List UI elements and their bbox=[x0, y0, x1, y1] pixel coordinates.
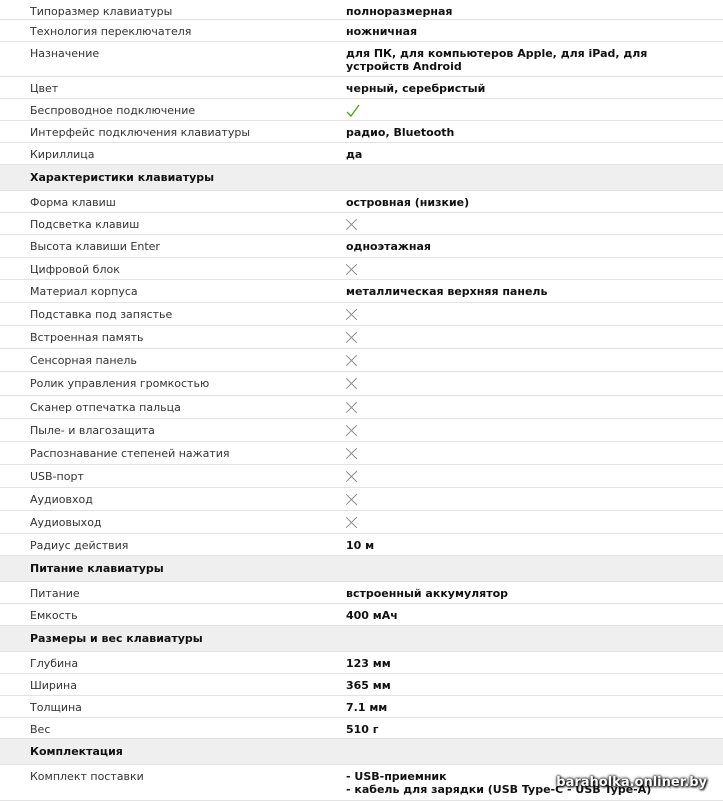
spec-value bbox=[346, 470, 686, 485]
spec-row bbox=[0, 280, 723, 303]
spec-name: Пыле- и влагозащита bbox=[30, 424, 155, 437]
spec-row bbox=[0, 372, 723, 396]
spec-name: Питание bbox=[30, 587, 80, 600]
spec-value bbox=[346, 354, 686, 369]
spec-value: ножничная bbox=[346, 25, 418, 38]
spec-name: Подсветка клавиш bbox=[30, 218, 140, 231]
spec-row bbox=[0, 718, 723, 739]
spec-name: Комплект поставки bbox=[30, 770, 144, 783]
cross-icon bbox=[346, 377, 358, 389]
cross-icon bbox=[346, 354, 358, 366]
section-header: Характеристики клавиатуры bbox=[0, 165, 723, 191]
spec-value bbox=[346, 516, 686, 531]
spec-value bbox=[346, 424, 686, 439]
spec-row bbox=[0, 511, 723, 534]
spec-row bbox=[0, 191, 723, 213]
spec-value: островная (низкие) bbox=[346, 196, 470, 209]
spec-value: черный, серебристый bbox=[346, 82, 486, 95]
site-watermark: baraholka.onliner.by bbox=[556, 775, 707, 790]
spec-row bbox=[0, 419, 723, 442]
spec-row bbox=[0, 396, 723, 419]
spec-name: Материал корпуса bbox=[30, 285, 138, 298]
spec-row bbox=[0, 582, 723, 604]
spec-name: Ролик управления громкостью bbox=[30, 377, 210, 390]
spec-name: Сенсорная панель bbox=[30, 354, 137, 367]
spec-row bbox=[0, 235, 723, 258]
spec-row bbox=[0, 465, 723, 488]
section-header: Комплектация bbox=[0, 739, 723, 765]
spec-value bbox=[346, 308, 686, 323]
spec-name: USB-порт bbox=[30, 470, 84, 483]
spec-name: Интерфейс подключения клавиатуры bbox=[30, 126, 250, 139]
spec-row bbox=[0, 303, 723, 326]
cross-icon bbox=[346, 470, 358, 482]
spec-value bbox=[346, 377, 686, 392]
spec-name: Глубина bbox=[30, 657, 79, 670]
spec-row bbox=[0, 0, 723, 20]
spec-name: Форма клавиш bbox=[30, 196, 116, 209]
cross-icon bbox=[346, 218, 358, 230]
spec-value bbox=[346, 331, 686, 346]
spec-row bbox=[0, 442, 723, 465]
check-icon bbox=[346, 104, 360, 118]
section-header: Питание клавиатуры bbox=[0, 556, 723, 582]
spec-name: Цвет bbox=[30, 82, 59, 95]
spec-row bbox=[0, 326, 723, 349]
spec-row bbox=[0, 258, 723, 280]
spec-value: 400 мАч bbox=[346, 609, 398, 622]
spec-value bbox=[346, 493, 686, 508]
spec-name: Встроенная память bbox=[30, 331, 144, 344]
spec-value: радио, Bluetooth bbox=[346, 126, 455, 139]
cross-icon bbox=[346, 401, 358, 413]
spec-name: Технология переключателя bbox=[30, 25, 192, 38]
spec-value: полноразмерная bbox=[346, 5, 453, 18]
spec-name: Подставка под запястье bbox=[30, 308, 173, 321]
spec-value bbox=[346, 447, 686, 462]
spec-value: для ПК, для компьютеров Apple, для iPad, для устройств Android bbox=[346, 47, 648, 73]
spec-value: 123 мм bbox=[346, 657, 391, 670]
cross-icon bbox=[346, 331, 358, 343]
spec-name: Типоразмер клавиатуры bbox=[30, 5, 173, 18]
cross-icon bbox=[346, 493, 358, 505]
spec-value: 510 г bbox=[346, 723, 379, 736]
spec-name: Ширина bbox=[30, 679, 77, 692]
spec-name: Радиус действия bbox=[30, 539, 129, 552]
spec-row bbox=[0, 143, 723, 165]
spec-name: Аудиовход bbox=[30, 493, 93, 506]
spec-value bbox=[346, 263, 686, 278]
spec-value: - USB-приемник - кабель для зарядки (USB Type-C - USB Type-A) bbox=[346, 770, 652, 796]
spec-name: Вес bbox=[30, 723, 51, 736]
spec-row bbox=[0, 99, 723, 121]
spec-value bbox=[346, 104, 686, 121]
spec-name: Цифровой блок bbox=[30, 263, 120, 276]
spec-name: Сканер отпечатка пальца bbox=[30, 401, 181, 414]
spec-name: Назначение bbox=[30, 47, 100, 60]
spec-value: 10 м bbox=[346, 539, 375, 552]
spec-value bbox=[346, 218, 686, 233]
spec-value: да bbox=[346, 148, 363, 161]
spec-name: Аудиовыход bbox=[30, 516, 102, 529]
cross-icon bbox=[346, 308, 358, 320]
spec-row bbox=[0, 488, 723, 511]
cross-icon bbox=[346, 447, 358, 459]
spec-row bbox=[0, 121, 723, 143]
spec-row bbox=[0, 213, 723, 235]
spec-name: Беспроводное подключение bbox=[30, 104, 196, 117]
spec-value bbox=[346, 401, 686, 416]
spec-value: встроенный аккумулятор bbox=[346, 587, 509, 600]
spec-name: Высота клавиши Enter bbox=[30, 240, 160, 253]
spec-row bbox=[0, 604, 723, 626]
section-header: Размеры и вес клавиатуры bbox=[0, 626, 723, 652]
spec-row bbox=[0, 696, 723, 718]
spec-row bbox=[0, 349, 723, 372]
spec-row bbox=[0, 534, 723, 556]
spec-value: металлическая верхняя панель bbox=[346, 285, 548, 298]
spec-name: Кириллица bbox=[30, 148, 95, 161]
spec-name: Емкость bbox=[30, 609, 78, 622]
spec-row bbox=[0, 77, 723, 99]
spec-row bbox=[0, 652, 723, 674]
spec-row bbox=[0, 674, 723, 696]
spec-row bbox=[0, 20, 723, 42]
spec-value: 365 мм bbox=[346, 679, 391, 692]
spec-value: 7.1 мм bbox=[346, 701, 388, 714]
spec-name: Распознавание степеней нажатия bbox=[30, 447, 230, 460]
cross-icon bbox=[346, 424, 358, 436]
spec-value: одноэтажная bbox=[346, 240, 431, 253]
spec-name: Толщина bbox=[30, 701, 82, 714]
cross-icon bbox=[346, 516, 358, 528]
spec-row bbox=[0, 42, 723, 77]
cross-icon bbox=[346, 263, 358, 275]
